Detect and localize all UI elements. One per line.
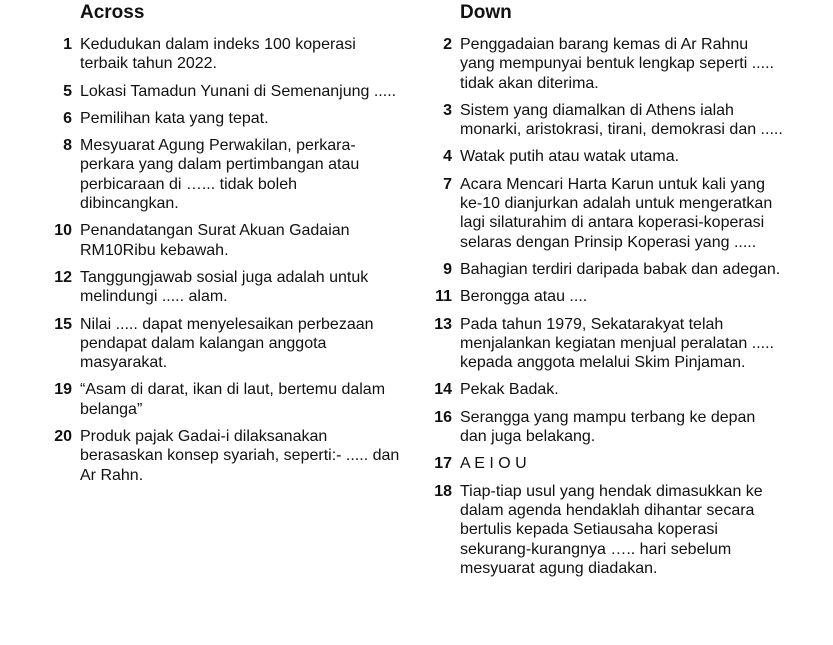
clue-number: 14 — [434, 381, 452, 399]
clue-text: Nilai ..... dapat menyelesaikan perbezaan pendapat dalam kalangan anggota masyarakat. — [80, 315, 374, 372]
clue-text: Penandatangan Surat Akuan Gadaian RM10Ribu kebawah. — [80, 222, 350, 259]
clue-text: Pemilihan kata yang tepat. — [80, 109, 269, 127]
clue-number: 6 — [63, 109, 72, 127]
clue-number: 5 — [63, 82, 72, 100]
clue-text: Berongga atau .... — [460, 288, 588, 306]
clue-item — [428, 315, 808, 373]
clue-text: Lokasi Tamadun Yunani di Semenanjung ..... — [80, 82, 397, 100]
clue-text: “Asam di darat, ikan di laut, bertemu dalam belanga” — [80, 381, 386, 418]
clue-item — [48, 427, 408, 485]
clue-text: Tiap-tiap usul yang hendak dimasukkan ke dalam agenda hendaklah dihantar secara bertulis kepada Setiausaha koperasi sekurang-kurangnya ….. hari sebelum mesyuarat agung diadakan. — [460, 482, 763, 577]
across-clues-column — [48, 2, 408, 493]
clue-item — [428, 101, 808, 140]
clue-number: 4 — [443, 148, 452, 166]
clue-text: Pekak Badak. — [460, 381, 559, 399]
clue-item — [48, 268, 408, 307]
down-clues-column — [428, 2, 808, 586]
clue-item — [48, 82, 408, 101]
clue-item — [428, 260, 808, 279]
clue-text: Watak putih atau watak utama. — [460, 148, 680, 166]
clue-number: 13 — [434, 315, 452, 333]
clue-number: 11 — [435, 288, 452, 306]
clue-number: 2 — [443, 36, 452, 53]
clue-number: 7 — [443, 175, 452, 193]
clue-item — [48, 315, 408, 373]
clue-number: 9 — [443, 260, 452, 278]
down-heading: Down — [460, 2, 512, 23]
clue-item — [428, 287, 808, 306]
down-clue-list — [428, 35, 808, 578]
clue-item — [428, 408, 808, 447]
clue-text: Serangga yang mampu terbang ke depan dan juga belakang. — [460, 408, 756, 446]
clue-number: 15 — [54, 315, 72, 333]
clue-text: Penggadaian barang kemas di Ar Rahnu yang mempunyai bentuk lengkap seperti ..... tidak akan diterima. — [460, 36, 774, 92]
clue-item — [48, 109, 408, 128]
clue-number: 10 — [54, 222, 72, 240]
across-clue-list — [48, 35, 408, 485]
clue-text: Produk pajak Gadai-i dilaksanakan berasaskan konsep syariah, seperti:- ..... dan Ar Rahn. — [80, 428, 400, 484]
clue-text: Mesyuarat Agung Perwakilan, perkara-perkara yang dalam pertimbangan atau perbicaraan di …... tidak boleh dibincangkan. — [80, 137, 360, 213]
clue-text: Pada tahun 1979, Sekatarakyat telah menjalankan kegiatan menjual peralatan ..... kepada anggota melalui Skim Pinjaman. — [460, 315, 774, 372]
clue-text: Kedudukan dalam indeks 100 koperasi terbaik tahun 2022. — [80, 36, 356, 73]
clue-text: Sistem yang diamalkan di Athens ialah monarki, aristokrasi, tirani, demokrasi dan ..... — [460, 101, 783, 139]
clue-number: 20 — [54, 428, 72, 446]
clue-number: 1 — [63, 36, 72, 53]
clue-text: Bahagian terdiri daripada babak dan adegan. — [460, 260, 781, 278]
clue-number: 18 — [434, 482, 452, 500]
clue-item — [428, 147, 808, 166]
clue-item — [428, 35, 808, 93]
clue-item — [48, 136, 408, 213]
clue-item — [48, 221, 408, 260]
clue-item — [48, 380, 408, 419]
clue-number: 8 — [63, 137, 72, 155]
clue-text: Acara Mencari Harta Karun untuk kali yang ke-10 dianjurkan adalah untuk mengeratkan lagi silaturahim di antara koperasi-koperasi selaras dengan Prinsip Koperasi yang ..... — [460, 175, 773, 251]
clue-item — [428, 380, 808, 399]
clue-number: 3 — [443, 101, 452, 119]
clue-item — [428, 482, 808, 578]
clue-text: A E I O U — [460, 455, 527, 473]
clue-number: 19 — [54, 381, 72, 399]
clue-number: 12 — [54, 268, 72, 286]
clue-text: Tanggungjawab sosial juga adalah untuk melindungi ..... alam. — [80, 268, 369, 306]
clue-item — [428, 175, 808, 252]
clue-item — [48, 35, 408, 74]
clue-number: 17 — [434, 455, 452, 473]
clue-item — [428, 454, 808, 473]
clue-number: 16 — [434, 408, 452, 426]
across-heading: Across — [80, 2, 145, 23]
